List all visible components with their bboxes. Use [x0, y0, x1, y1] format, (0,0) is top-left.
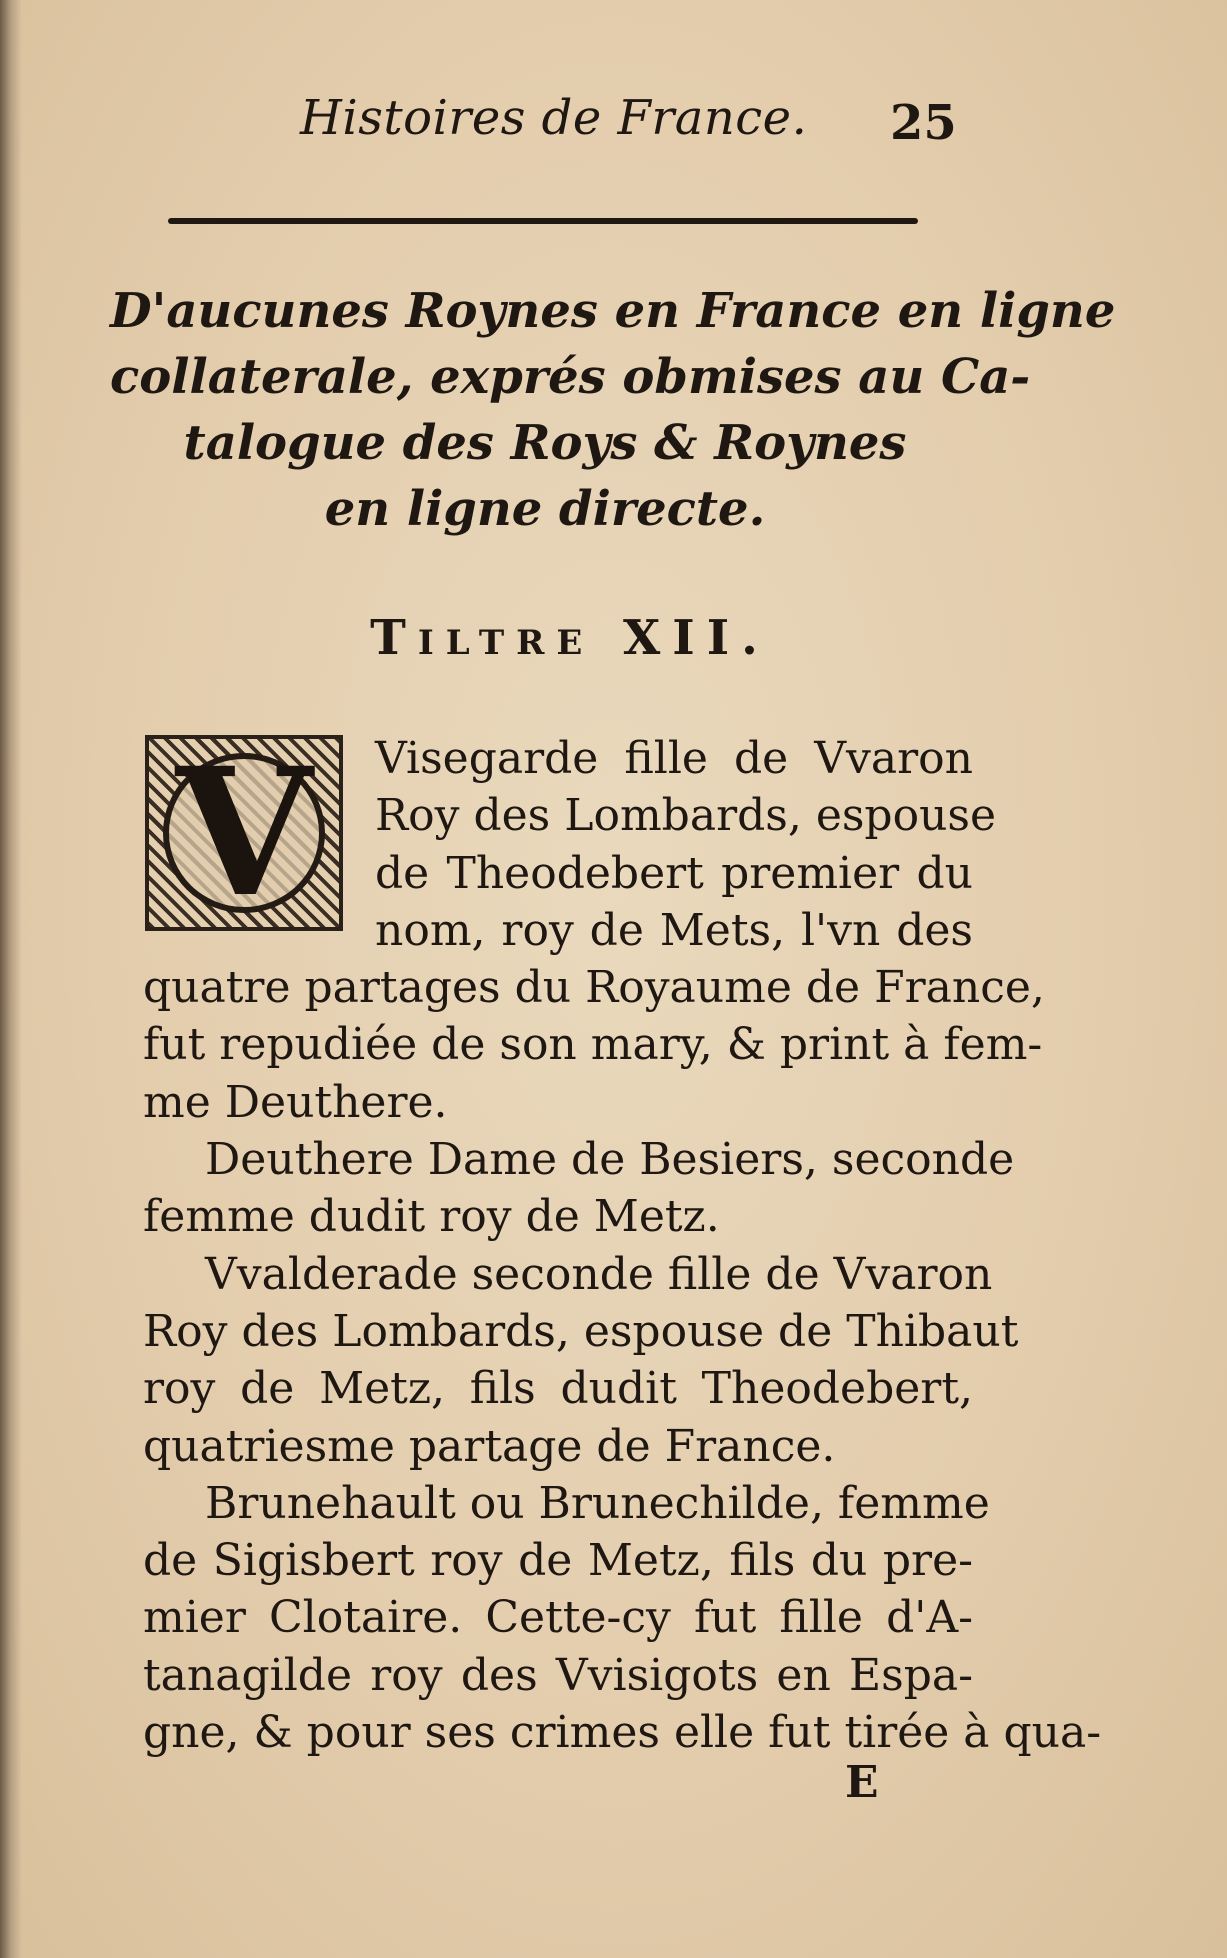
- text-line: quatriesme partage de France.: [143, 1420, 836, 1472]
- chapter-heading-line: talogue des Roys & Roynes: [183, 415, 907, 471]
- chapter-heading-line: en ligne directe.: [324, 481, 766, 537]
- title-label: Tiltre XII.: [370, 610, 770, 666]
- text-line: Deuthere Dame de Besiers, seconde: [205, 1134, 1015, 1186]
- chapter-heading-line: D'aucunes Roynes en France en ligne: [110, 283, 1116, 339]
- page-number: 25: [890, 95, 957, 151]
- text-line: de Theodebert premier du: [375, 847, 973, 899]
- text-line: quatre partages du Royaume de France,: [143, 962, 1045, 1014]
- text-line: Roy des Lombards, espouse: [375, 790, 997, 842]
- initial-letter: V: [175, 729, 313, 936]
- header-rule: [168, 218, 918, 224]
- text-line: Vvalderade seconde fille de Vvaron: [205, 1248, 993, 1300]
- text-line: Brunehault ou Brunechilde, femme: [205, 1477, 990, 1529]
- text-line: Visegarde fille de Vvaron: [375, 733, 973, 784]
- catchword: E: [845, 1757, 879, 1808]
- text-line: gne, & pour ses crimes elle fut tirée à qua-: [143, 1707, 1102, 1759]
- text-line: Roy des Lombards, espouse de Thibaut: [143, 1305, 1019, 1357]
- chapter-heading: [110, 278, 1116, 542]
- chapter-heading-line: collaterale, exprés obmises au Ca-: [110, 349, 1031, 405]
- text-line: de Sigisbert roy de Metz, fils du pre-: [143, 1535, 973, 1587]
- text-line: mier Clotaire. Cette-cy fut fille d'A-: [143, 1592, 973, 1644]
- text-line: nom, roy de Mets, l'vn des: [375, 904, 973, 956]
- text-line: roy de Metz, fils dudit Theodebert,: [143, 1363, 973, 1415]
- running-head: Histoires de France.: [300, 90, 808, 146]
- text-line: femme dudit roy de Metz.: [143, 1191, 720, 1243]
- body-text: [143, 730, 1102, 1761]
- text-line: me Deuthere.: [143, 1076, 448, 1128]
- binding-gutter: [0, 0, 22, 1958]
- text-line: tanagilde roy des Vvisigots en Espa-: [143, 1649, 973, 1701]
- text-line: fut repudiée de son mary, & print à fem-: [143, 1019, 1043, 1071]
